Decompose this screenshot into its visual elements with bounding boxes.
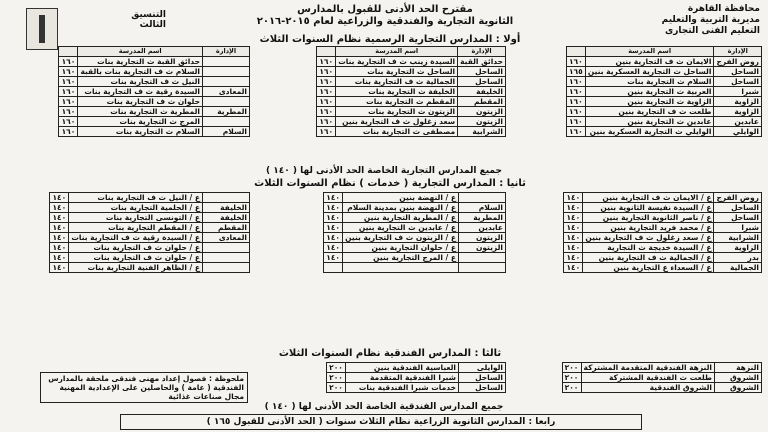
admin-cell: الوايلي (714, 127, 762, 137)
school-cell: عابدين ث التجارية بنين (585, 117, 714, 127)
score-cell: ١٤٠ (324, 243, 343, 253)
score-cell: ١٤٠ (50, 233, 69, 243)
score-cell: ١٤٠ (324, 253, 343, 263)
table-row (59, 87, 250, 97)
school-cell: ع / المرج التجارية بنين (343, 253, 459, 263)
school-cell: ع / حلوان التجارية بنين (343, 243, 459, 253)
admin-cell: الزيتون (458, 117, 506, 127)
score-cell: ١٤٠ (50, 263, 69, 273)
table-row (59, 57, 250, 67)
table-row (327, 383, 506, 393)
school-cell: خدمات شبرا الفندقية بنات (346, 383, 459, 393)
school-cell: ع / عابدين ث التجارية بنين (343, 223, 459, 233)
score-cell: ١٦٠ (566, 57, 585, 67)
school-cell: السلام ث التجارية بنات (78, 127, 203, 137)
schools-table (326, 362, 506, 393)
header-title (190, 4, 580, 28)
admin-cell (459, 263, 506, 273)
table-row (317, 127, 506, 137)
admin-cell: الخليفة (203, 203, 250, 213)
schools-table (566, 46, 762, 137)
admin-cell: المعادى (203, 233, 250, 243)
admin-cell (203, 77, 250, 87)
score-cell: ١٦٠ (566, 107, 585, 117)
score-cell: ١٤٠ (50, 243, 69, 253)
table-row (564, 203, 762, 213)
admin-cell: الزيتون (459, 233, 506, 243)
score-cell: ١٤٠ (564, 213, 583, 223)
section4-title: رابعا : المدارس الثانوية الزراعية نظام الثلاث سنوات ( الحد الأدنى للقبول ١٦٥ ) (120, 414, 642, 430)
table-row (59, 97, 250, 107)
table-row (566, 117, 761, 127)
school-cell: الزيتون ث التجارية بنات (336, 107, 458, 117)
admin-cell: الساحل (714, 213, 762, 223)
score-cell: ١٤٠ (324, 233, 343, 243)
admin-cell: السلام (459, 203, 506, 213)
school-cell: ع / التونسى التجارية بنات (69, 213, 203, 223)
school-cell: الوايلي ث التجارية العسكرية بنين (585, 127, 714, 137)
col-admin-header: الإدارة (203, 47, 250, 57)
table-row (324, 233, 506, 243)
score-cell: ١٤٠ (564, 193, 583, 203)
score-cell: ٢٠٠ (327, 363, 346, 373)
school-cell: ع / الظاهر الفنية التجارية بنات (69, 263, 203, 273)
school-cell: السلام ث التجارية بنات (585, 77, 714, 87)
table-header-row (566, 47, 761, 57)
admin-cell: شبرا (714, 87, 762, 97)
score-cell: ١٦٠ (566, 97, 585, 107)
table-row (59, 127, 250, 137)
admin-cell (203, 67, 250, 77)
section1-title: أولا : المدارس التجارية الرسمية نظام السنوات الثلاث (259, 34, 521, 45)
table-row (50, 223, 250, 233)
admin-cell: الزيتون (458, 107, 506, 117)
school-cell: السيدة رقية ث ف التجارية بنات (78, 87, 203, 97)
admin-cell (203, 57, 250, 67)
admin-cell: الزاوية (714, 243, 762, 253)
table-row (324, 263, 506, 273)
table-row (564, 213, 762, 223)
score-cell: ٢٠٠ (327, 373, 346, 383)
admin-cell (203, 97, 250, 107)
school-cell: ع / محمد فريد التجارية بنين (583, 223, 714, 233)
school-cell: ع / ناصر الثانوية التجارية بنين (583, 213, 714, 223)
score-cell: ١٤٠ (324, 193, 343, 203)
score-cell: ١٦٠ (317, 87, 336, 97)
score-cell: ١٤٠ (324, 223, 343, 233)
score-cell: ١٦٠ (317, 127, 336, 137)
school-cell: المرج ث التجارية بنات (78, 117, 203, 127)
table-row (317, 77, 506, 87)
table-row (324, 213, 506, 223)
school-cell: سعد زغلول ث ف التجارية بنين (336, 117, 458, 127)
table-row (562, 383, 761, 393)
admin-cell (203, 263, 250, 273)
admin-cell: الساحل (714, 77, 762, 87)
col-school-header: اسم المدرسة (585, 47, 714, 57)
admin-cell: الشرابية (458, 127, 506, 137)
school-cell: طلعت ث الفندقية المشتركة (581, 373, 714, 383)
table-header-row (317, 47, 506, 57)
school-cell: النزهة الفندقية المتقدمة المشتركة (581, 363, 714, 373)
admin-cell (459, 253, 506, 263)
score-cell: ١٦٠ (59, 57, 78, 67)
school-cell: الزاوية ث التجارية بنين (585, 97, 714, 107)
score-cell: ١٦٠ (59, 97, 78, 107)
school-cell: طلعت ث ف التجارية بنين (585, 107, 714, 117)
score-cell: ١٦٠ (317, 97, 336, 107)
col-score-header (59, 47, 78, 57)
col-admin-header: الإدارة (714, 47, 762, 57)
admin-cell: المطرية (203, 107, 250, 117)
school-cell: ع / حلوان ث ف التجارية بنات (69, 253, 203, 263)
table-row (324, 253, 506, 263)
col-score-header (317, 47, 336, 57)
admin-cell (203, 243, 250, 253)
score-cell: ١٦٠ (59, 117, 78, 127)
school-cell: الشروق الفندقية (581, 383, 714, 393)
admin-cell: الساحل (458, 67, 506, 77)
table-row (566, 107, 761, 117)
admin-cell: الوايلى (459, 363, 506, 373)
school-cell: الايمان ث ف التجارية بنين (585, 57, 714, 67)
score-cell: ١٦٠ (59, 87, 78, 97)
table-row (317, 117, 506, 127)
table-row (564, 253, 762, 263)
table-row (324, 193, 506, 203)
school-cell: العباسية الفندقية بنين (346, 363, 459, 373)
header-left (6, 4, 166, 50)
table-row (50, 263, 250, 273)
section2-title: ثانيا : المدارس التجارية ( خدمات ) نظام السنوات الثلاث (254, 178, 526, 189)
score-cell: ١٦٠ (59, 77, 78, 87)
school-cell: حلوان ث ف التجارية بنات (78, 97, 203, 107)
table-row (564, 243, 762, 253)
table-row (50, 193, 250, 203)
school-cell: ع / السيدة خديجة ث التجارية (583, 243, 714, 253)
score-cell: ٢٠٠ (562, 373, 581, 383)
table-row (59, 67, 250, 77)
admin-cell (459, 193, 506, 203)
table-row (324, 203, 506, 213)
admin-cell (203, 193, 250, 203)
header-authority (640, 4, 760, 37)
school-cell: ع / النيل ث ف التجارية بنات (69, 193, 203, 203)
table-row (59, 107, 250, 117)
schools-table (562, 362, 762, 393)
score-cell: ١٦٠ (59, 127, 78, 137)
score-cell: ٢٠٠ (562, 383, 581, 393)
table-row (566, 87, 761, 97)
score-cell: ١٤٠ (324, 213, 343, 223)
admin-cell: روض الفرج (714, 193, 762, 203)
school-cell (343, 263, 459, 273)
score-cell: ١٦٠ (317, 107, 336, 117)
table-row (564, 263, 762, 273)
score-cell: ١٦٠ (317, 67, 336, 77)
table-row (317, 97, 506, 107)
table-row (566, 67, 761, 77)
table-row (564, 233, 762, 243)
table-row (50, 213, 250, 223)
section1-total: جميع المدارس التجارية الخاصة الحد الأدنى لها ( ١٤٠ ) (266, 166, 502, 176)
hotel-note: ملحوظة : فصول إعداد مهنى فندقى ملحقة بالمدارس الفندقية ( عامة ) والحاصلين على الإعدادية المهنية مجال صناعات غذائية (40, 372, 248, 403)
score-cell: ١٦٠ (566, 117, 585, 127)
admin-cell: النزهة (715, 363, 762, 373)
table-row (50, 243, 250, 253)
school-cell: السلام ث ف التجارية بنات بالقبة (78, 67, 203, 77)
school-cell: العربية ث التجارية بنين (585, 87, 714, 97)
school-cell: المقطم ث التجارية بنات (336, 97, 458, 107)
school-cell: ع / المطرية التجارية بنين (343, 213, 459, 223)
title-line-1: مقترح الحد الأدنى للقبول بالمدارس (297, 4, 473, 15)
school-cell: ع / الجمالية ث ف التجارية بنين (583, 253, 714, 263)
admin-cell: روض الفرج (714, 57, 762, 67)
table-row (564, 223, 762, 233)
school-cell: شبرا الفندقية المتقدمة (346, 373, 459, 383)
score-cell: ١٦٠ (317, 77, 336, 87)
ministry-logo-icon (26, 8, 58, 50)
school-cell: ع / المقطم التجارية بنات (69, 223, 203, 233)
schools-table (323, 192, 506, 273)
score-cell: ١٦٠ (566, 87, 585, 97)
admin-cell: الجمالية (714, 263, 762, 273)
admin-cell: الساحل (458, 77, 506, 87)
table-row (50, 253, 250, 263)
school-cell: ع / السعداء ع التجارية بنين (583, 263, 714, 273)
score-cell: ١٤٠ (50, 203, 69, 213)
table-header-row (59, 47, 250, 57)
section3-title: ثالثا : المدارس الفندقية نظام السنوات الثلاث (278, 348, 502, 359)
score-cell: ٢٠٠ (562, 363, 581, 373)
table-row (564, 193, 762, 203)
section3-total: جميع المدارس الفندقية الخاصة الحد الأدنى لها ( ١٤٠ ) (264, 402, 504, 412)
col-score-header (566, 47, 585, 57)
directorate-label: مديرية التربية والتعليم (661, 15, 760, 25)
admin-cell: الشرابية (714, 233, 762, 243)
school-cell: الساحل ث التجارية العسكرية بنين (585, 67, 714, 77)
school-cell: ع / النهضة بنين بمدينة السلام (343, 203, 459, 213)
school-cell: الساحل ث التجارية بنات (336, 67, 458, 77)
school-cell: الجمالية ث ف التجارية بنات (336, 77, 458, 87)
score-cell: ٢٠٠ (327, 383, 346, 393)
school-cell: الخليفة ث التجارية بنات (336, 87, 458, 97)
admin-cell: المقطم (203, 223, 250, 233)
score-cell: ١٦٠ (566, 127, 585, 137)
admin-cell: الشروق (715, 383, 762, 393)
table-row (566, 97, 761, 107)
title-line-2: الثانوية التجارية والفندقية والزراعية لعام ٢٠١٥-٢٠١٦ (256, 16, 514, 27)
table-row (566, 127, 761, 137)
school-cell: ع / الايمان ث ف التجارية بنين (583, 193, 714, 203)
score-cell: ١٦٠ (59, 107, 78, 117)
table-row (324, 243, 506, 253)
score-cell: ١٦٠ (317, 117, 336, 127)
score-cell: ١٤٠ (564, 253, 583, 263)
score-cell: ١٤٠ (564, 233, 583, 243)
school-cell: ع / سعد زغلول ث ف التجارية بنين (583, 233, 714, 243)
table-row (566, 57, 761, 67)
admin-cell: الزاوية (714, 97, 762, 107)
admin-cell: بدر (714, 253, 762, 263)
score-cell: ١٦٠ (317, 57, 336, 67)
admin-cell: حدائق القبة (458, 57, 506, 67)
governorate-label: محافظة القاهرة (687, 4, 760, 14)
score-cell: ١٦٠ (59, 67, 78, 77)
school-cell: ع / السيدة نفيسة الثانوية بنين (583, 203, 714, 213)
admin-cell: السلام (203, 127, 250, 137)
score-cell: ١٤٠ (564, 243, 583, 253)
admin-cell: الساحل (459, 383, 506, 393)
school-cell: ع / حلوان ث ف التجارية بنات (69, 243, 203, 253)
schools-table (49, 192, 250, 273)
department-label: التعليم الفنى التجارى (664, 26, 760, 36)
admin-cell: الخليفة (458, 87, 506, 97)
col-school-header: اسم المدرسة (336, 47, 458, 57)
admin-cell: الساحل (714, 203, 762, 213)
admin-cell: الساحل (714, 67, 762, 77)
table-row (50, 203, 250, 213)
school-cell: المطرية ث التجارية بنات (78, 107, 203, 117)
table-row (317, 107, 506, 117)
score-cell: ١٤٠ (50, 193, 69, 203)
table-row (59, 77, 250, 87)
admin-cell (203, 253, 250, 263)
admin-cell: الزاوية (714, 107, 762, 117)
table-row (317, 87, 506, 97)
school-cell: النيل ث ف التجارية بنات (78, 77, 203, 87)
score-cell: ١٤٠ (50, 253, 69, 263)
schools-table (316, 46, 506, 137)
table-row (566, 77, 761, 87)
admin-cell: المقطم (458, 97, 506, 107)
score-cell: ١٦٥ (566, 67, 585, 77)
score-cell: ١٤٠ (564, 203, 583, 213)
table-row (327, 363, 506, 373)
school-cell: ع / الزيتون ث ف التجارية بنين (343, 233, 459, 243)
score-cell (324, 263, 343, 273)
table-row (317, 57, 506, 67)
score-cell: ١٤٠ (564, 223, 583, 233)
table-row (327, 373, 506, 383)
school-cell: ع / السيدة رقية ث ف التجارية بنات (69, 233, 203, 243)
admin-cell: الزيتون (459, 243, 506, 253)
school-cell: حدائق القبة ث التجارية بنات (78, 57, 203, 67)
admin-cell: الشروق (715, 373, 762, 383)
schools-table (563, 192, 762, 273)
col-school-header: اسم المدرسة (78, 47, 203, 57)
school-cell: ع / الحلمية التجارية بنات (69, 203, 203, 213)
admin-cell (203, 117, 250, 127)
admin-cell: المطرية (459, 213, 506, 223)
schools-table (58, 46, 250, 137)
table-row (50, 233, 250, 243)
table-row (324, 223, 506, 233)
table-row (562, 363, 761, 373)
table-row (59, 117, 250, 127)
admin-cell: الساحل (459, 373, 506, 383)
col-admin-header: الإدارة (458, 47, 506, 57)
score-cell: ١٤٠ (564, 263, 583, 273)
admin-cell: عابدين (714, 117, 762, 127)
school-cell: السيدة زينب ث ف التجارية بنات (336, 57, 458, 67)
score-cell: ١٤٠ (50, 213, 69, 223)
school-cell: ع / النهضة بنين (343, 193, 459, 203)
admin-cell: الخليفة (203, 213, 250, 223)
table-row (317, 67, 506, 77)
admin-cell: عابدين (459, 223, 506, 233)
score-cell: ١٦٠ (566, 77, 585, 87)
table-row (562, 373, 761, 383)
score-cell: ١٤٠ (324, 203, 343, 213)
coordination-label: التنسيق الثالث (131, 10, 166, 30)
admin-cell: المعادى (203, 87, 250, 97)
score-cell: ١٤٠ (50, 223, 69, 233)
admin-cell: شبرا (714, 223, 762, 233)
school-cell: مصطفى ث التجارية بنات (336, 127, 458, 137)
